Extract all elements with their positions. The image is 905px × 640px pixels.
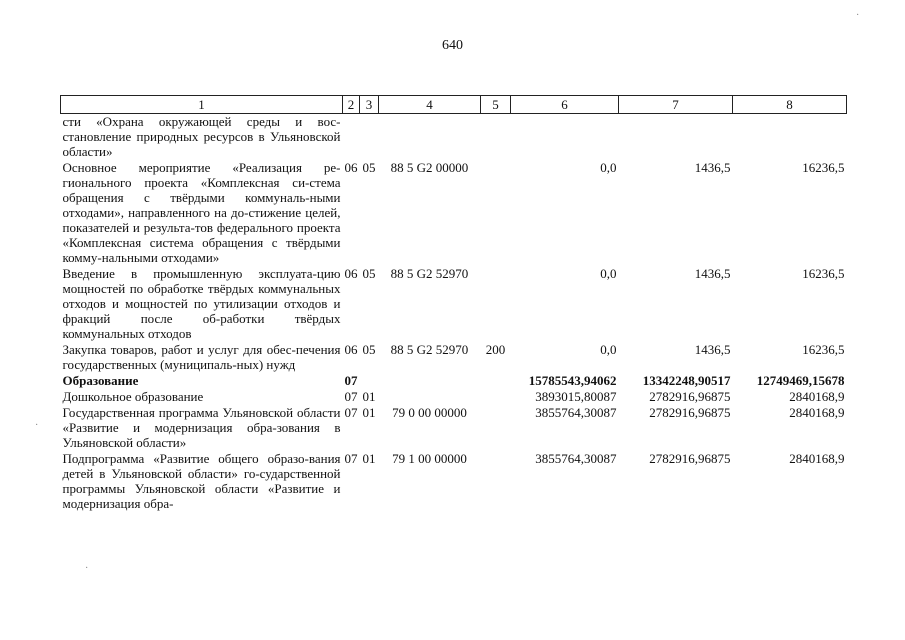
expense-type-code [481, 265, 511, 341]
scan-speck: · [856, 10, 860, 21]
amount-col-8: 2840168,9 [789, 405, 845, 420]
subsection-code: 01 [362, 389, 376, 404]
target-article-code [379, 372, 481, 388]
table-row [61, 265, 847, 341]
target-article-code [379, 388, 481, 404]
scan-speck: · [35, 420, 39, 431]
amount-col-6 [511, 114, 619, 160]
amount-col-6: 0,0 [600, 266, 617, 281]
amount-col-7: 2782916,96875 [649, 405, 731, 420]
amount-col-7: 2782916,96875 [649, 389, 731, 404]
subsection-code: 05 [362, 160, 376, 175]
amount-col-7: 1436,5 [694, 160, 731, 175]
table-row [61, 114, 847, 160]
target-article-code: 88 5 G2 52970 [390, 342, 469, 357]
amount-col-8: 16236,5 [802, 342, 845, 357]
table-row [61, 404, 847, 450]
target-article-code: 79 0 00 00000 [392, 405, 467, 420]
target-article-code: 79 1 00 00000 [392, 451, 467, 466]
column-header: 6 [511, 96, 619, 114]
subsection-code: 05 [362, 342, 376, 357]
amount-col-6: 15785543,94062 [528, 373, 617, 388]
table-row [61, 388, 847, 404]
section-code: 07 [344, 451, 358, 466]
table-body [61, 114, 847, 512]
section-code: 07 [344, 389, 358, 404]
column-header: 7 [619, 96, 733, 114]
amount-col-6: 3855764,30087 [535, 405, 617, 420]
amount-col-6: 3893015,80087 [535, 389, 617, 404]
budget-table [60, 95, 847, 511]
table-row [61, 159, 847, 265]
row-description: Дошкольное образование [62, 389, 204, 404]
column-header: 1 [61, 96, 343, 114]
amount-col-8: 12749469,15678 [756, 373, 845, 388]
column-header: 3 [360, 96, 379, 114]
expense-type-code [481, 450, 511, 511]
amount-col-7: 2782916,96875 [649, 451, 731, 466]
table-row [61, 341, 847, 372]
amount-col-8 [733, 114, 847, 160]
column-number-header [61, 96, 847, 114]
amount-col-7 [619, 114, 733, 160]
amount-col-8: 2840168,9 [789, 389, 845, 404]
expense-type-code [481, 388, 511, 404]
amount-col-8: 16236,5 [802, 160, 845, 175]
section-code: 06 [344, 160, 358, 175]
expense-type-code: 200 [485, 342, 506, 357]
amount-col-7: 13342248,90517 [642, 373, 731, 388]
page-number: 640 [442, 38, 463, 53]
amount-col-7: 1436,5 [694, 266, 731, 281]
subsection-code: 01 [362, 405, 376, 420]
expense-type-code [481, 372, 511, 388]
section-code: 06 [344, 266, 358, 281]
expense-type-code [481, 114, 511, 160]
subsection-code: 01 [362, 451, 376, 466]
expense-type-code [481, 404, 511, 450]
amount-col-7: 1436,5 [694, 342, 731, 357]
amount-col-8: 16236,5 [802, 266, 845, 281]
expense-type-code [481, 159, 511, 265]
section-code: 07 [344, 405, 358, 420]
row-description: Государственная программа Ульяновской области «Развитие и модернизация обра-зования в Ульяновской области» [62, 405, 341, 450]
row-description: Основное мероприятие «Реализация ре-гионального проекта «Комплексная си-стема обращения с твёрдыми коммуналь-ными отходами», направленного на до-стижение целей, показателей и результа-тов федерального проекта «Комплексная система обращения с твёрдыми комму-нальными отходами» [62, 160, 341, 265]
scan-speck: · [85, 563, 89, 574]
column-header: 2 [343, 96, 360, 114]
subsection-code [360, 372, 379, 388]
target-article-code: 88 5 G2 52970 [390, 266, 469, 281]
subsection-code: 05 [362, 266, 376, 281]
table-row [61, 450, 847, 511]
column-header: 5 [481, 96, 511, 114]
subsection-code [360, 114, 379, 160]
table-row [61, 372, 847, 388]
row-description: Подпрограмма «Развитие общего образо-вания детей в Ульяновской области» го-сударственной программы Ульяновской области «Развитие и модернизация обра- [62, 451, 341, 511]
row-description: сти «Охрана окружающей среды и вос-становление природных ресурсов в Ульяновской области» [62, 114, 341, 159]
row-description: Образование [62, 373, 139, 388]
amount-col-6: 0,0 [600, 160, 617, 175]
row-description: Закупка товаров, работ и услуг для обес-печения государственных (муниципаль-ных) нужд [62, 342, 341, 372]
amount-col-6: 3855764,30087 [535, 451, 617, 466]
target-article-code [379, 114, 481, 160]
target-article-code: 88 5 G2 00000 [390, 160, 469, 175]
row-description: Введение в промышленную эксплуата-цию мощностей по обработке твёрдых коммунальных отходов и мощностей по утилизации отходов и фракций после об-работки твёрдых коммунальных отходов [62, 266, 341, 341]
section-code: 06 [344, 342, 358, 357]
amount-col-6: 0,0 [600, 342, 617, 357]
section-code: 07 [344, 373, 358, 388]
section-code [343, 114, 360, 160]
amount-col-8: 2840168,9 [789, 451, 845, 466]
column-header: 8 [733, 96, 847, 114]
column-header: 4 [379, 96, 481, 114]
